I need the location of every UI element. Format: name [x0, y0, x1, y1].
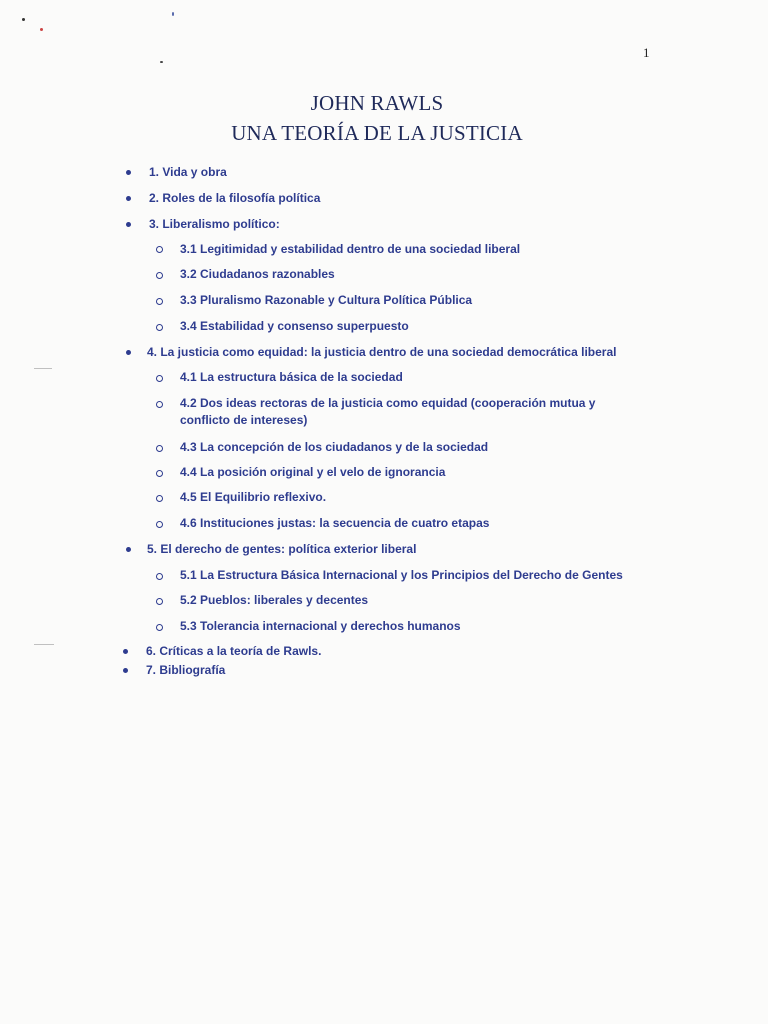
toc-subitem: 5.3 Tolerancia internacional y derechos humanos [180, 619, 461, 633]
toc-item: 4. La justicia como equidad: la justicia dentro de una sociedad democrática liberal [147, 345, 617, 359]
circle-bullet-icon [156, 324, 163, 331]
circle-bullet-icon [156, 521, 163, 528]
circle-bullet-icon [156, 246, 163, 253]
toc-subitem: 4.2 Dos ideas rectoras de la justicia como equidad (cooperación mutua y conflicto de intereses) [180, 396, 596, 427]
scan-speck [160, 61, 163, 63]
scan-mark [34, 644, 54, 645]
toc-subitem: 5.1 La Estructura Básica Internacional y los Principios del Derecho de Gentes [180, 568, 623, 582]
document-title [0, 88, 754, 148]
title-author: JOHN RAWLS [310, 91, 444, 115]
toc-subitem: 4.5 El Equilibrio reflexivo. [180, 490, 327, 504]
toc-subitem: 3.3 Pluralismo Razonable y Cultura Política Pública [180, 293, 473, 307]
toc-subitem: 4.1 La estructura básica de la sociedad [180, 370, 403, 384]
toc-subitem: 4.3 La concepción de los ciudadanos y de la sociedad [180, 440, 489, 454]
circle-bullet-icon [156, 470, 163, 477]
scan-speck [172, 12, 174, 16]
toc-subitem: 5.2 Pueblos: liberales y decentes [180, 593, 369, 607]
bullet-icon [126, 350, 131, 355]
scan-speck [22, 18, 25, 21]
toc-item: 1. Vida y obra [149, 165, 227, 179]
circle-bullet-icon [156, 445, 163, 452]
circle-bullet-icon [156, 598, 163, 605]
scan-mark [34, 368, 52, 369]
scan-speck [40, 28, 43, 31]
bullet-icon [126, 547, 131, 552]
circle-bullet-icon [156, 375, 163, 382]
toc-item: 7. Bibliografía [146, 663, 226, 677]
bullet-icon [123, 668, 128, 673]
toc-subitem: 3.4 Estabilidad y consenso superpuesto [180, 319, 409, 333]
toc-subitem: 4.4 La posición original y el velo de ignorancia [180, 465, 446, 479]
circle-bullet-icon [156, 401, 163, 408]
toc-item: 2. Roles de la filosofía política [149, 191, 321, 205]
toc-item: 5. El derecho de gentes: política exterior liberal [147, 542, 417, 556]
title-work: UNA TEORÍA DE LA JUSTICIA [231, 121, 523, 145]
toc-item: 6. Críticas a la teoría de Rawls. [146, 644, 322, 658]
circle-bullet-icon [156, 495, 163, 502]
toc-item: 3. Liberalismo político: [149, 217, 280, 231]
circle-bullet-icon [156, 272, 163, 279]
bullet-icon [123, 649, 128, 654]
toc-subitem: 3.2 Ciudadanos razonables [180, 267, 335, 281]
circle-bullet-icon [156, 624, 163, 631]
circle-bullet-icon [156, 573, 163, 580]
bullet-icon [126, 170, 131, 175]
toc-subitem: 3.1 Legitimidad y estabilidad dentro de una sociedad liberal [180, 242, 521, 256]
bullet-icon [126, 196, 131, 201]
circle-bullet-icon [156, 298, 163, 305]
toc-subitem: 4.6 Instituciones justas: la secuencia de cuatro etapas [180, 516, 490, 530]
page-number: 1 [643, 45, 650, 60]
bullet-icon [126, 222, 131, 227]
